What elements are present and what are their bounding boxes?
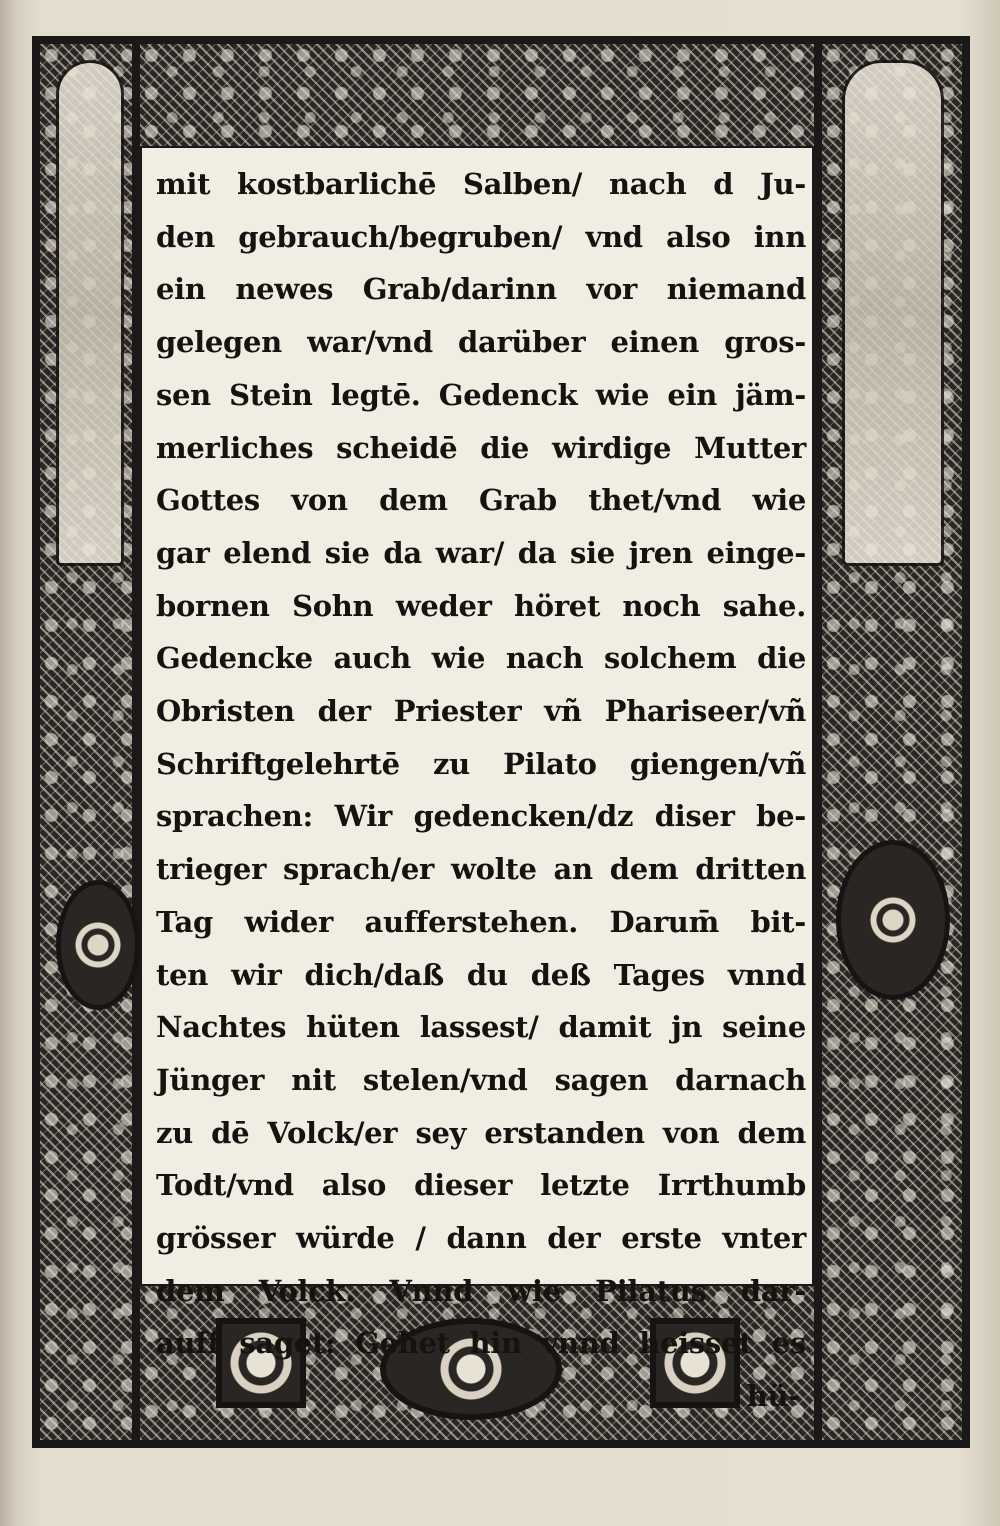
text-line: gelegen war/vnd darüber einen gros- — [156, 325, 806, 360]
blackletter-text-block — [156, 158, 806, 1423]
left-fruit-roundel-icon — [56, 880, 140, 1010]
text-line: dem Volck. Vnnd wie Pilatus dar- — [156, 1273, 806, 1308]
text-line: ten wir dich/daß du deß Tages vnnd — [156, 957, 806, 992]
top-ornamental-border — [140, 44, 814, 146]
text-line: Obristen der Priester vñ Phariseer/vñ — [156, 694, 806, 729]
text-line: zu dē Volck/er sey erstanden von dem — [156, 1115, 806, 1150]
right-fruit-roundel-icon — [836, 840, 950, 1000]
text-line: ein newes Grab/darinn vor niemand — [156, 272, 806, 307]
right-standing-figure-icon — [842, 60, 944, 566]
text-line: sprachen: Wir gedencken/dz diser be- — [156, 799, 806, 834]
text-line: Jünger nit stelen/vnd sagen darnach — [156, 1062, 806, 1097]
catchword: hü- — [746, 1379, 800, 1414]
text-line: Schriftgelehrtē zu Pilato giengen/vñ — [156, 746, 806, 781]
text-line: Nachtes hüten lassest/ damit jn seine — [156, 1010, 806, 1045]
text-line: Gedencke auch wie nach solchem die — [156, 641, 806, 676]
text-line: merliches scheidē die wirdige Mutter — [156, 430, 806, 465]
text-line: auff saget: Gehet hin vnnd heisset es — [156, 1326, 806, 1361]
text-line: Tag wider aufferstehen. Darum̄ bit- — [156, 904, 806, 939]
text-line: bornen Sohn weder höret noch sahe. — [156, 588, 806, 623]
text-line: sen Stein legtē. Gedenck wie ein jäm- — [156, 377, 806, 412]
text-line: gar elend sie da war/ da sie jren einge- — [156, 535, 806, 570]
text-line: trieger sprach/er wolte an dem dritten — [156, 852, 806, 887]
left-standing-figure-icon — [56, 60, 124, 566]
text-line: mit kostbarlichē Salben/ nach d Ju- — [156, 167, 806, 201]
text-line: grösser würde / dann der erste vnter — [156, 1221, 806, 1256]
text-line: den gebrauch/begruben/ vnd also inn — [156, 219, 806, 254]
text-line: Todt/vnd also dieser letzte Irrthumb — [156, 1168, 806, 1203]
text-line: Gottes von dem Grab thet/vnd wie — [156, 483, 806, 518]
